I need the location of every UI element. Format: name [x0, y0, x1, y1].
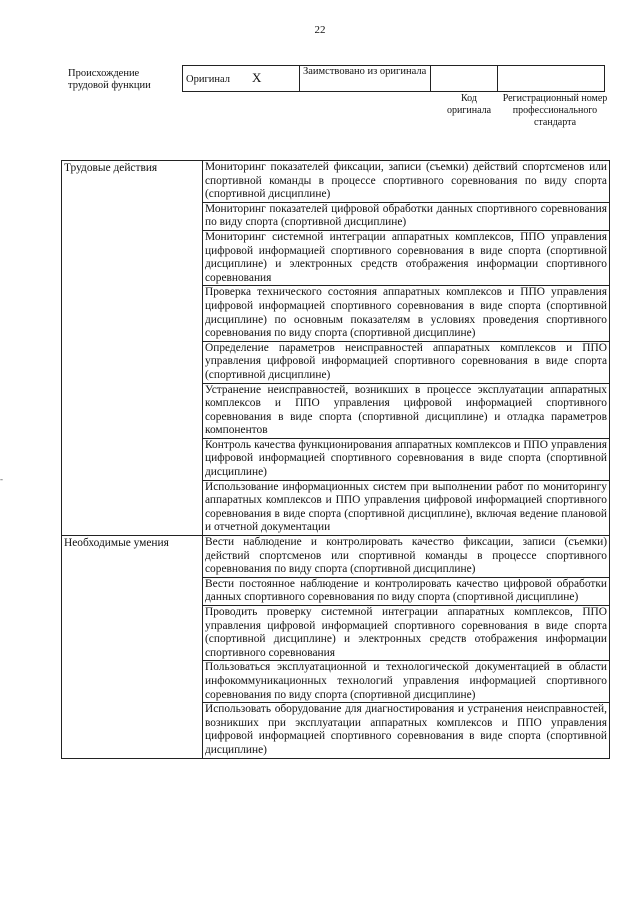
page-number: 22 [314, 24, 326, 36]
function-table-body [62, 161, 610, 759]
original-mark: X [252, 70, 262, 85]
code-caption: Код оригинала [446, 93, 492, 116]
section-item: Вести постоянное наблюдение и контролировать качество цифровой обработки данных спортивного соревнования по виду спорта (спортивной дисциплине) [203, 577, 610, 605]
original-cell [183, 66, 300, 92]
section-item: Проводить проверку системной интеграции аппаратных комплексов, ППО управления цифровой информацией спортивного соревнования в виде спорта (спортивной дисциплине) и электронных средств отображения информации спортивного соревнования [203, 606, 610, 661]
section-item: Использование информационных систем при выполнении работ по мониторингу аппаратных комплексов и ППО управления цифровой информацией спортивного соревнования в виде спорта (спортивной дисциплине), включая ведение плановой и отчетной документации [203, 480, 610, 535]
table-row [62, 536, 610, 578]
original-label: Оригинал [186, 74, 230, 85]
code-cell [431, 66, 498, 92]
section-item: Использовать оборудование для диагностирования и устранения неисправностей, возникших при эксплуатации аппаратных комплексов и ППО управления цифровой информацией спортивного соревнования в виде спорта (спортивной дисциплине) [203, 703, 610, 758]
origin-table [182, 65, 605, 92]
function-table [61, 160, 610, 759]
table-row [62, 161, 610, 203]
side-mark: - [0, 474, 3, 484]
origin-label: Происхождение трудовой функции [68, 68, 151, 91]
section-label: Необходимые умения [62, 536, 203, 759]
section-item: Контроль качества функционирования аппаратных комплексов и ППО управления цифровой информацией спортивного соревнования в виде спорта (спортивной дисциплине) [203, 438, 610, 480]
reg-number-cell [498, 66, 605, 92]
reg-number-caption: Регистрационный номер профессионального стандарта [502, 93, 608, 128]
section-item: Мониторинг системной интеграции аппаратных комплексов, ППО управления цифровой информацией спортивного соревнования в виде спорта (спортивной дисциплине) и электронных средств отображения информации спортивного соревнования [203, 230, 610, 285]
section-label: Трудовые действия [62, 161, 203, 536]
section-item: Пользоваться эксплуатационной и технологической документацией в области инфокоммуникационных технологий управления информацией спортивного соревнования по виду спорта (спортивной дисциплине) [203, 661, 610, 703]
section-item: Мониторинг показателей цифровой обработки данных спортивного соревнования по виду спорта (спортивной дисциплине) [203, 202, 610, 230]
section-item: Определение параметров неисправностей аппаратных комплексов и ППО управления цифровой информацией спортивного соревнования в виде спорта (спортивной дисциплине) [203, 341, 610, 383]
borrowed-cell: Заимствовано из оригинала [300, 66, 431, 92]
section-item: Проверка технического состояния аппаратных комплексов и ППО управления цифровой информацией спортивного соревнования в виде спорта (спортивной дисциплине) по основным показателям в условиях проведения спортивного соревнования по виду спорта (спортивной дисциплине) [203, 286, 610, 341]
section-item: Мониторинг показателей фиксации, записи (съемки) действий спортсменов или спортивной команды в процессе спортивного соревнования по виду спорта (спортивной дисциплине) [203, 161, 610, 203]
section-item: Вести наблюдение и контролировать качество фиксации, записи (съемки) действий спортсменов или спортивной команды в процессе спортивного соревнования по виду спорта (спортивной дисциплине) [203, 536, 610, 578]
section-item: Устранение неисправностей, возникших в процессе эксплуатации аппаратных комплексов и ППО управления цифровой информацией спортивного соревнования в виде спорта (спортивной дисциплине) и отладка параметров компонентов [203, 383, 610, 438]
